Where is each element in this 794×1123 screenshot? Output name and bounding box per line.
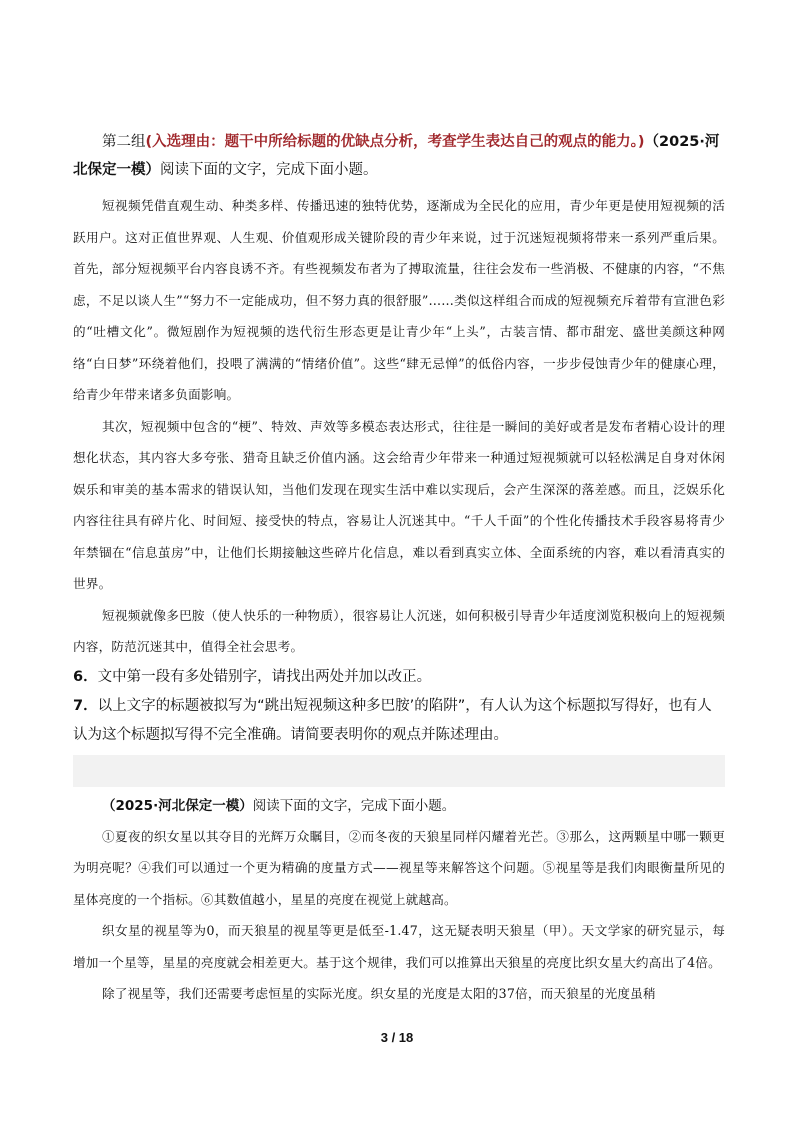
passage-paragraph: 织女星的视星等为0，而天狼星的视星等更是低至-1.47，这无疑表明天狼星（甲）。天文学家的研究显示，每增加一个星等，星星的亮度就会相差更大。基于这个规律，我们可以推算出天狼星的亮度比织女星大约高出了4倍。: [73, 923, 725, 970]
passage-paragraph: 其次，短视频中包含的“梗”、特效、声效等多模态表达形式，往往是一瞬间的美好或者是发布者精心设计的理想化状态，其内容大多夸张、猎奇且缺乏价值内涵。这会给青少年带来一种通过短视频就可以轻松满足自身对休闲娱乐和审美的基本需求的错误认知，当他们发现在现实生活中难以实现后，会产生深深的落差感。而且，泛娱乐化内容往往具有碎片化、时间短、接受快的特点，容易让人沉迷其中。“千人千面”的个性化传播技术手段容易将青少年禁锢在“信息茧房”中，让他们长期接触这些碎片化信息，难以看到真实立体、全面系统的内容，难以看清真实的世界。: [73, 418, 725, 591]
source-label: （2025·河北保定一模）: [102, 797, 253, 814]
answer-area[interactable]: [73, 755, 725, 787]
instruction-text: 阅读下面的文字，完成下面小题。: [160, 162, 378, 178]
instruction-text: 阅读下面的文字，完成下面小题。: [252, 797, 456, 814]
question-item: [73, 663, 725, 692]
question-text: 文中第一段有多处错别字，请找出两处并加以改正。: [97, 668, 432, 685]
question-list: [73, 663, 725, 750]
page-content: [73, 128, 725, 1010]
passage-paragraph: 除了视星等，我们还需要考虑恒星的实际光度。织女星的光度是太阳的37倍，而天狼星的光度虽稍: [102, 986, 656, 1001]
passage-2: [73, 821, 725, 1010]
section-prefix: 第二组: [102, 134, 146, 150]
section-heading: [73, 128, 725, 184]
passage-paragraph: 短视频凭借直观生动、种类多样、传播迅速的独特优势，逐渐成为全民化的应用，青少年更是使用短视频的活跃用户。这对正值世界观、人生观、价值观形成关键阶段的青少年来说，过于沉迷短视频将带来一系列严重后果。首先，部分短视频平台内容良诱不齐。有些视频发布者为了搏取流量，往往会发布一些消极、不健康的内容，“不焦虑，不足以谈人生”“努力不一定能成功，但不努力真的很舒服”……类似这样组合而成的短视频充斥着带有宣泄色彩的“吐槽文化”。微短剧作为短视频的迭代衍生形态更是让青少年“上头”，古装言情、都市甜宠、盛世美颜这种网络“白日梦”环绕着他们，投喂了满满的“情绪价值”。这些“肆无忌惮”的低俗内容，一步步侵蚀青少年的健康心理，给青少年带来诸多负面影响。: [73, 198, 725, 402]
question-number: 6．: [73, 668, 98, 685]
page-number: 3 / 18: [380, 1030, 414, 1045]
source-label: （2025·河北保定一模）: [73, 134, 720, 178]
question-text: 以上文字的标题被拟写为“跳出短视频这种多巴胺’的陷阱”，有人认为这个标题拟写得好，也有人认为这个标题拟写得不完全准确。请简要表明你的观点并陈述理由。: [73, 697, 712, 743]
section-2-heading: [73, 791, 725, 821]
selection-reason: (入选理由：题干中所给标题的优缺点分析，考查学生表达自己的观点的能力。): [145, 134, 645, 150]
question-number: 7．: [73, 697, 98, 714]
question-item: [73, 692, 725, 750]
passage-1: [73, 190, 725, 663]
passage-paragraph: ①夏夜的织女星以其夺目的光辉万众瞩目，②而冬夜的天狼星同样闪耀着光芒。③那么，这两颗星中哪一颗更为明亮呢？④我们可以通过一个更为精确的度量方式——视星等来解答这个问题。⑤视星等是我们肉眼衡量所见的星体亮度的一个指标。⑥其数值越小，星星的亮度在视觉上就越高。: [73, 828, 725, 907]
passage-paragraph: 短视频就像多巴胺（使人快乐的一种物质），很容易让人沉迷，如何积极引导青少年适度浏览积极向上的短视频内容，防范沉迷其中，值得全社会思考。: [73, 607, 725, 654]
